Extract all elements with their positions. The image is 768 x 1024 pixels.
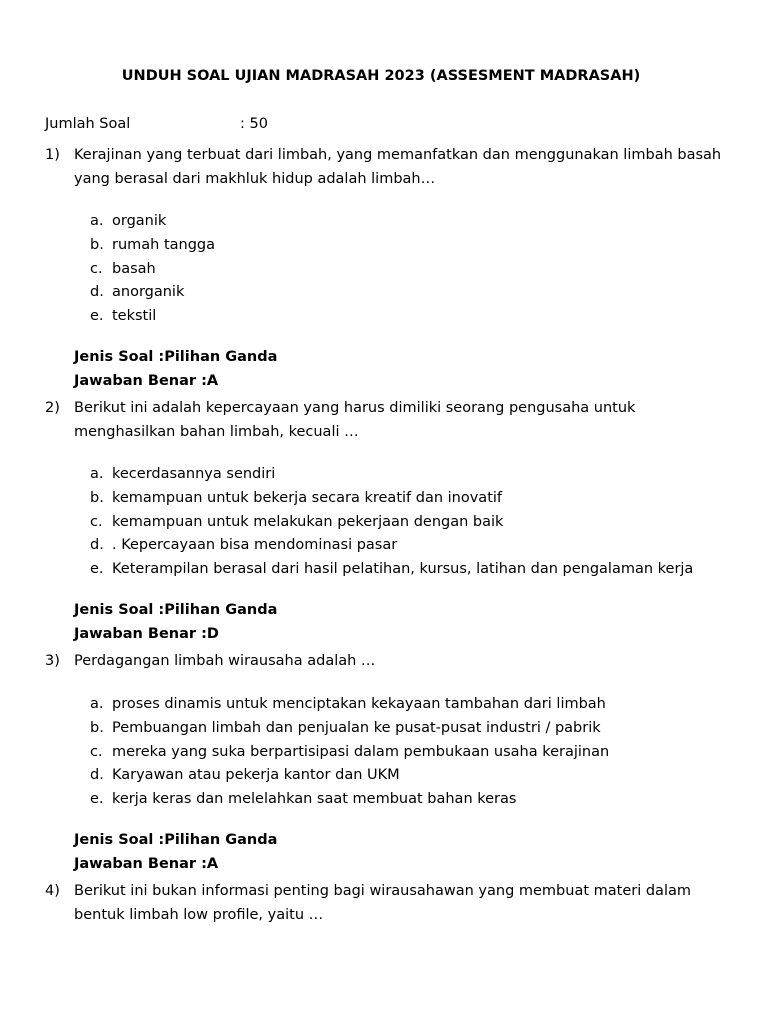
option-letter: b.	[90, 236, 104, 253]
question-number: 3)	[45, 653, 60, 669]
option-letter: d.	[90, 767, 104, 784]
option-letter: a.	[90, 466, 104, 482]
option-letter: e.	[90, 308, 104, 325]
question-text: Berikut ini bukan informasi penting bagi wirausahawan yang membuat materi dalam bentuk limbah low profile, yaitu …	[74, 883, 691, 923]
option-text: kemampuan untuk melakukan pekerjaan dengan baik	[112, 513, 504, 530]
option-letter: c.	[90, 513, 103, 530]
option-text: kecerdasannya sendiri	[112, 466, 276, 482]
option-letter: d.	[90, 537, 104, 554]
option-letter: e.	[90, 791, 104, 808]
question-count-label: Jumlah Soal	[45, 116, 131, 132]
option-letter: c.	[90, 743, 103, 760]
question-type: Jenis Soal :Pilihan Ganda	[74, 349, 278, 365]
question-text: Berikut ini adalah kepercayaan yang harus dimiliki seorang pengusaha untuk menghasilkan bahan limbah, kecuali …	[74, 400, 636, 440]
option-text: Karyawan atau pekerja kantor dan UKM	[112, 767, 400, 784]
question-number: 2)	[45, 400, 60, 416]
question-number: 1)	[45, 147, 60, 163]
option-text: Keterampilan berasal dari hasil pelatihan, kursus, latihan dan pengalaman kerja	[112, 561, 694, 578]
option-letter: c.	[90, 260, 103, 277]
question-2-meta	[74, 598, 277, 646]
option-text: kemampuan untuk bekerja secara kreatif dan inovatif	[112, 489, 503, 506]
question-text: Perdagangan limbah wirausaha adalah …	[74, 653, 376, 669]
option-text: . Kepercayaan bisa mendominasi pasar	[112, 537, 398, 554]
option-text: anorganik	[112, 284, 185, 301]
question-text: Kerajinan yang terbuat dari limbah, yang memanfatkan dan menggunakan limbah basah yang berasal dari makhluk hidup adalah limbah…	[74, 147, 722, 187]
option-letter: e.	[90, 561, 104, 578]
option-text: rumah tangga	[112, 236, 216, 253]
option-letter: a.	[90, 213, 104, 229]
option-text: proses dinamis untuk menciptakan kekayaan tambahan dari limbah	[112, 696, 606, 712]
question-number: 4)	[45, 883, 60, 899]
option-text: mereka yang suka berpartisipasi dalam pembukaan usaha kerajinan	[112, 743, 610, 760]
question-count-value: : 50	[240, 116, 268, 132]
option-letter: d.	[90, 284, 104, 301]
question-3-meta	[74, 828, 277, 876]
option-text: Pembuangan limbah dan penjualan ke pusat-pusat industri / pabrik	[112, 719, 601, 736]
question-type: Jenis Soal :Pilihan Ganda	[74, 602, 278, 618]
option-text: basah	[112, 260, 156, 277]
document-title: UNDUH SOAL UJIAN MADRASAH 2023 (ASSESMENT MADRASAH)	[121, 68, 641, 84]
option-text: tekstil	[112, 308, 157, 325]
option-text: organik	[112, 213, 167, 229]
correct-answer: Jawaban Benar :A	[74, 856, 219, 872]
option-letter: a.	[90, 696, 104, 712]
question-type: Jenis Soal :Pilihan Ganda	[74, 832, 278, 848]
correct-answer: Jawaban Benar :D	[74, 626, 219, 642]
correct-answer: Jawaban Benar :A	[74, 373, 219, 389]
question-1-meta	[74, 345, 277, 393]
option-letter: b.	[90, 719, 104, 736]
option-text: kerja keras dan melelahkan saat membuat bahan keras	[112, 791, 517, 808]
option-letter: b.	[90, 489, 104, 506]
